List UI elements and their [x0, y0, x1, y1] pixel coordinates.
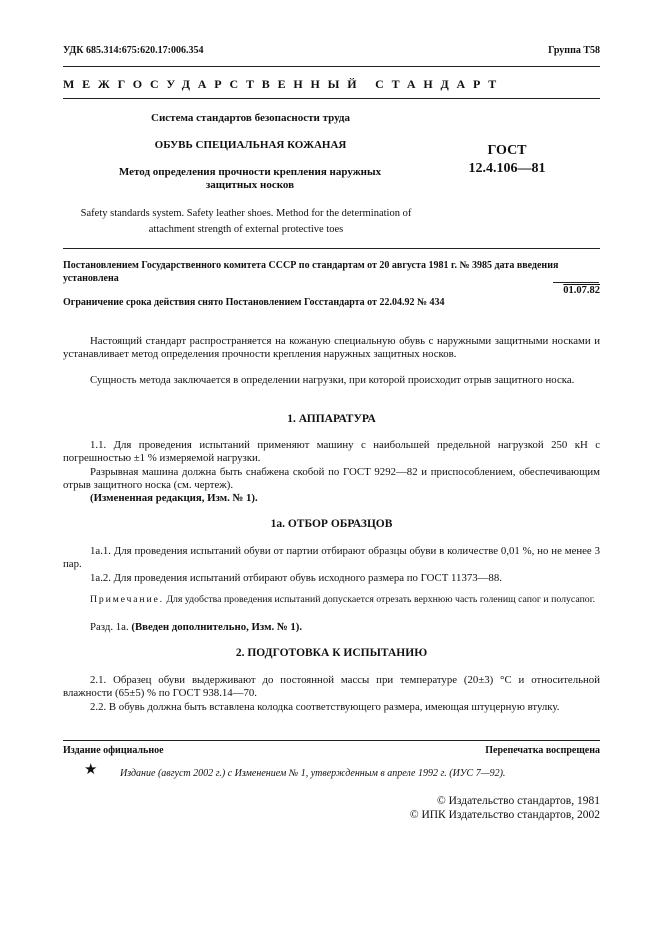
section-2-heading: 2. ПОДГОТОВКА К ИСПЫТАНИЮ — [235, 647, 428, 659]
gost-number: 12.4.106—81 — [468, 161, 546, 176]
date-rule — [553, 282, 599, 283]
note-label: Примечание. — [90, 594, 164, 605]
section-1a-p1: 1а.1. Для проведения испытаний обуви от партии отбирают образцы обуви в количестве 0,01 %, но не менее 3 пар. — [63, 545, 600, 570]
edition-note: Издание (август 2002 г.) с Изменением № 1, утвержденным в апреле 1992 г. (ИУС 7—92). — [120, 768, 506, 779]
intro-paragraph-1: Настоящий стандарт распространяется на кожаную специальную обувь с наружными защитными носками и устанавливает метод определения прочности крепления наружных защитных носков. — [63, 335, 600, 360]
copyright-2002: © ИПК Издательство стандартов, 2002 — [409, 809, 600, 821]
decree-date: 01.07.82 — [563, 285, 600, 296]
top-rule — [63, 66, 600, 67]
section-1-p1: 1.1. Для проведения испытаний применяют машину с наибольшей предельной нагрузкой 250 кН с погрешностью ±1 % измеряемой нагрузки. — [63, 439, 600, 464]
intro-paragraph-2: Сущность метода заключается в определении нагрузки, при которой происходит отрыв защитного носка. — [90, 374, 575, 386]
decree-text: Постановлением Государственного комитета СССР по стандартам от 20 августа 1981 г. № 3985 дата введения установлена — [63, 260, 559, 284]
limitation-text: Ограничение срока действия снято Постановлением Госстандарта от 22.04.92 № 434 — [63, 297, 445, 308]
system-title: Система стандартов безопасности труда — [151, 112, 350, 124]
section-1a-heading: 1а. ОТБОР ОБРАЗЦОВ — [270, 518, 393, 530]
section-1-p2: Разрывная машина должна быть снабжена скобой по ГОСТ 9292—82 и приспособлением, обеспечивающим отрыв защитного носка (см. чертеж). — [63, 466, 600, 491]
group-code: Группа Т58 — [548, 45, 600, 56]
section-1-amendment: (Измененная редакция, Изм. № 1). — [90, 492, 258, 504]
reprint-prohibited: Перепечатка воспрещена — [485, 745, 600, 756]
section-1a-razd — [63, 621, 600, 634]
copyright-1981: © Издательство стандартов, 1981 — [436, 795, 600, 807]
section-1-heading: 1. АППАРАТУРА — [287, 413, 376, 425]
official-edition: Издание официальное — [63, 745, 164, 756]
banner-rule — [63, 98, 600, 99]
english-title: Safety standards system. Safety leather shoes. Method for the determination of attachment strength of external protective toes — [80, 208, 412, 235]
main-title: ОБУВЬ СПЕЦИАЛЬНАЯ КОЖАНАЯ — [154, 139, 347, 151]
gost-label: ГОСТ — [487, 143, 527, 158]
title-rule — [63, 248, 600, 249]
method-title: Метод определения прочности крепления наружных защитных носков — [118, 166, 382, 191]
section-2-p1: 2.1. Образец обуви выдерживают до постоянной массы при температуре (20±3) °С и относительной влажности (65±5) % по ГОСТ 938.14—70. — [63, 674, 600, 699]
udk-code: УДК 685.314:675:620.17:006.354 — [63, 45, 204, 56]
razd-prefix: Разд. 1а. — [90, 621, 132, 633]
standard-banner: МЕЖГОСУДАРСТВЕННЫЙ СТАНДАРТ — [63, 77, 505, 91]
section-1a-note — [63, 594, 600, 606]
section-1a-p2: 1а.2. Для проведения испытаний отбирают обувь исходного размера по ГОСТ 11373—88. — [90, 572, 502, 584]
razd-amendment: (Введен дополнительно, Изм. № 1). — [131, 621, 303, 633]
note-text: Для удобства проведения испытаний допускается отрезать верхнюю часть голенищ сапог и полусапог. — [163, 594, 596, 605]
star-icon: ★ — [84, 762, 98, 778]
footer-rule — [63, 740, 600, 741]
section-2-p2: 2.2. В обувь должна быть вставлена колодка соответствующего размера, имеющая штуцерную втулку. — [90, 701, 560, 713]
